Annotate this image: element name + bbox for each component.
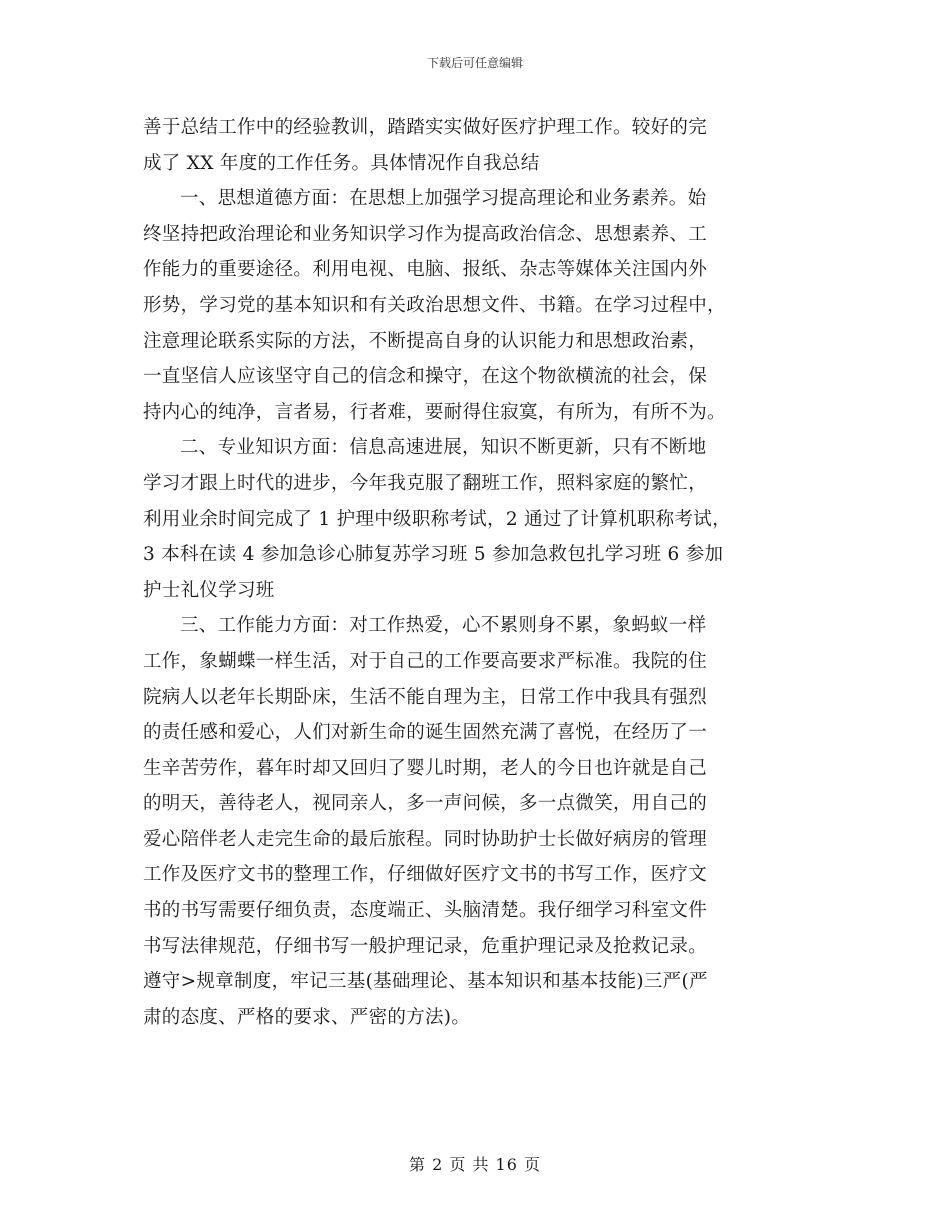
page-header: 下载后可任意编辑: [426, 56, 523, 70]
text-line: 的责任感和爱心，人们对新生命的诞生固然充满了喜悦，在经历了一: [143, 722, 708, 744]
text-line: 生辛苦劳作，暮年时却又回归了婴儿时期，老人的今日也许就是自己: [143, 757, 708, 779]
text-line: 注意理论联系实际的方法，不断提高自身的认识能力和思想政治素，: [143, 330, 708, 352]
text-line: 书的书写需要仔细负责，态度端正、头脑清楚。我仔细学习科室文件: [143, 900, 708, 922]
text-line: 院病人以老年长期卧床，生活不能自理为主，日常工作中我具有强烈: [143, 686, 708, 708]
document-body: [143, 110, 807, 1035]
text-line: 护士礼仪学习班: [143, 579, 275, 601]
text-line: 持内心的纯净，言者易，行者难，要耐得住寂寞，有所为，有所不为。: [143, 401, 726, 423]
text-line: 爱心陪伴老人走完生命的最后旅程。同时协助护士长做好病房的管理: [143, 828, 708, 850]
text-line: 成了 XX 年度的工作任务。具体情况作自我总结: [143, 152, 540, 174]
text-line: 工作及医疗文书的整理工作，仔细做好医疗文书的书写工作，医疗文: [143, 864, 708, 886]
text-line: 二、专业知识方面：信息高速进展，知识不断更新，只有不断地: [180, 437, 707, 459]
text-line: 作能力的重要途径。利用电视、电脑、报纸、杂志等媒体关注国内外: [143, 259, 708, 281]
text-line: 一、思想道德方面：在思想上加强学习提高理论和业务素养。始: [180, 188, 707, 210]
text-line: 三、工作能力方面：对工作热爱，心不累则身不累，象蚂蚁一样: [180, 615, 707, 637]
text-line: 工作，象蝴蝶一样生活，对于自己的工作要高要求严标准。我院的住: [143, 650, 708, 672]
text-line: 善于总结工作中的经验教训，踏踏实实做好医疗护理工作。较好的完: [143, 117, 708, 138]
text-line: 3 本科在读 4 参加急诊心肺复苏学习班 5 参加急救包扎学习班 6 参加: [143, 544, 724, 566]
text-line: 利用业余时间完成了 1 护理中级职称考试，2 通过了计算机职称考试，: [143, 508, 731, 530]
text-line: 的明天，善待老人，视同亲人，多一声问候，多一点微笑，用自己的: [143, 793, 708, 815]
text-line: 遵守>规章制度，牢记三基(基础理论、基本知识和基本技能)三严(严: [143, 971, 708, 993]
page-footer: 第 2 页 共 16 页: [409, 1155, 541, 1174]
text-line: 肃的态度、严格的要求、严密的方法)。: [143, 1006, 471, 1028]
text-line: 学习才跟上时代的进步，今年我克服了翻班工作，照料家庭的繁忙，: [143, 472, 708, 494]
text-line: 终坚持把政治理论和业务知识学习作为提高政治信念、思想素养、工: [143, 223, 708, 245]
text-line: 形势，学习党的基本知识和有关政治思想文件、书籍。在学习过程中，: [143, 294, 726, 316]
text-line: 书写法律规范，仔细书写一般护理记录，危重护理记录及抢救记录。: [143, 935, 708, 957]
text-line: 一直坚信人应该坚守自己的信念和操守，在这个物欲横流的社会，保: [143, 366, 708, 388]
